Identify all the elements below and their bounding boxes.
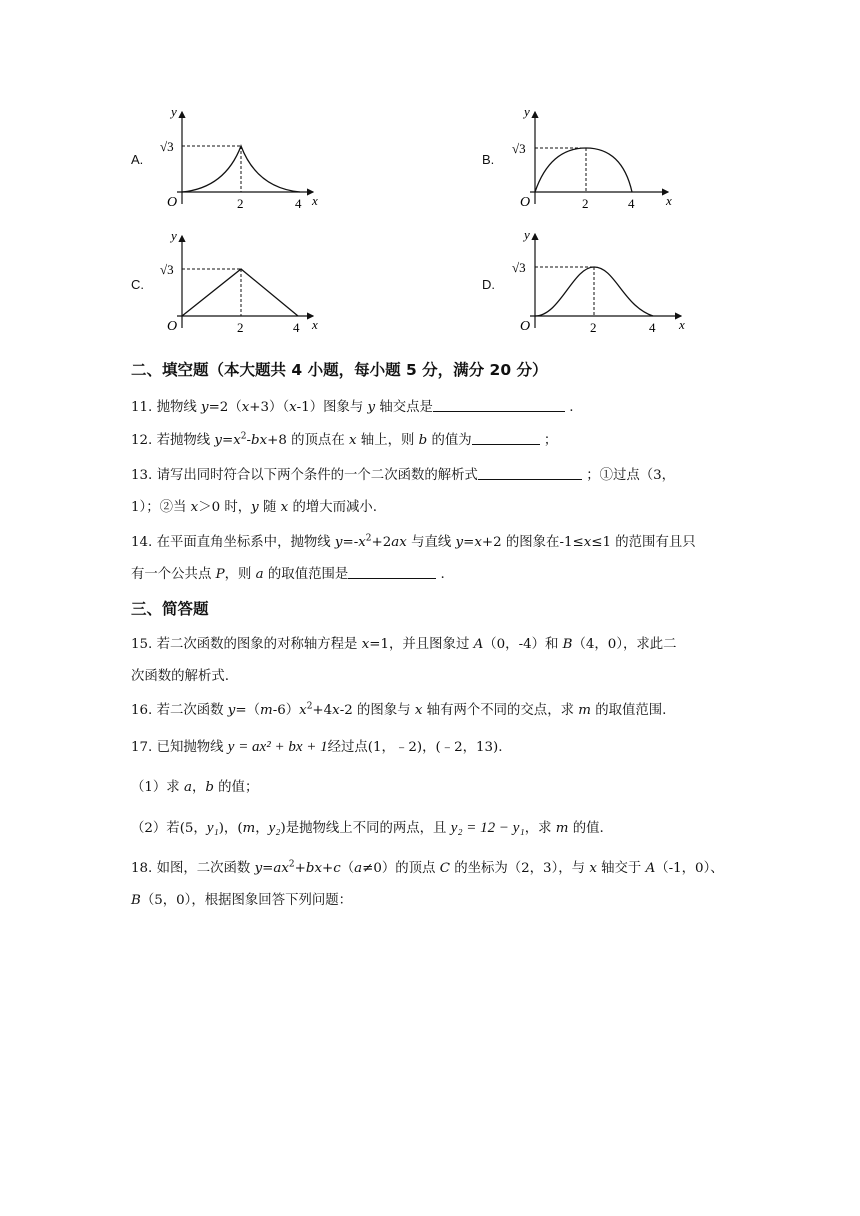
formula: y₂ = 12 − y₁ — [450, 820, 525, 836]
origin-label: O — [520, 319, 531, 334]
y-tick-label: √3 — [160, 139, 174, 154]
question-11: 11. 抛物线 y=2（x+3）（x-1）图象与 y 轴交点是 . — [131, 400, 574, 415]
y-axis-label: y — [524, 104, 530, 119]
question-14: 14. 在平面直角坐标系中，抛物线 $y=-x^2+2ax$ 与直线 y=x+2 的图象在-1≤x≤1 的范围有且只 — [131, 533, 696, 550]
answer-blank[interactable] — [433, 399, 565, 412]
question-14-cont: 有一个公共点 P，则 a 的取值范围是 . — [131, 567, 445, 582]
option-a-label: A. — [131, 152, 144, 167]
x-axis-label: x — [679, 317, 685, 332]
x-tick-label: 4 — [293, 320, 300, 335]
option-b-graph — [505, 104, 685, 214]
origin-label: O — [520, 195, 531, 210]
x-tick-label: 2 — [237, 196, 244, 211]
x-tick-label: 2 — [237, 320, 244, 335]
x-axis-label: x — [666, 193, 672, 208]
x-tick-label: 2 — [582, 196, 589, 211]
x-axis-label: x — [312, 317, 318, 332]
answer-blank[interactable] — [478, 467, 582, 480]
question-17-part-1: （1）求 a，b 的值； — [131, 780, 259, 795]
x-axis-label: x — [312, 193, 318, 208]
question-17: 17. 已知抛物线 y = ax² + bx + 1经过点(1，﹣2)，(﹣2，13). — [131, 739, 503, 755]
answer-blank[interactable] — [348, 566, 436, 579]
question-17-part-2: （2）若(5，y₁)，(m，y₂)是抛物线上不同的两点，且 y₂ = 12 − y₁，求 m 的值. — [131, 820, 604, 836]
option-a-graph — [155, 104, 335, 214]
option-b-label: B. — [482, 152, 495, 167]
x-tick-label: 4 — [649, 320, 656, 335]
question-15: 15. 若二次函数的图象的对称轴方程是 x=1，并且图象过 A（0，-4）和 B（4，0），求此二 — [131, 637, 677, 652]
y-tick-label: √3 — [512, 260, 526, 275]
curve — [182, 269, 298, 316]
origin-label: O — [167, 195, 178, 210]
y-tick-label: √3 — [512, 141, 526, 156]
option-d-graph — [505, 226, 690, 341]
x-tick-label: 4 — [295, 196, 302, 211]
origin-label: O — [167, 319, 178, 334]
option-c-graph — [155, 230, 335, 340]
curve — [535, 148, 632, 192]
section-2-heading: 二、填空题（本大题共 4 小题，每小题 5 分，满分 20 分） — [131, 361, 548, 379]
question-13-cont: 1）；②当 x＞0 时，y 随 x 的增大而减小. — [131, 500, 378, 515]
x-tick-label: 4 — [628, 196, 635, 211]
y-axis-label: y — [524, 227, 530, 242]
option-c-label: C. — [131, 277, 144, 292]
question-16: 16. 若二次函数 $y=(m-6)x^2+4x-2$ 的图象与 x 轴有两个不同的交点，求 m 的取值范围. — [131, 701, 667, 718]
answer-blank[interactable] — [472, 432, 540, 445]
question-18: 18. 如图，二次函数 $y=ax^2+bx+c(a\ne 0)$的顶点 C 的坐标为（2，3），与 x 轴交于 A（-1，0）、 — [131, 859, 724, 876]
section-3-heading: 三、简答题 — [131, 600, 209, 618]
option-d-label: D. — [482, 277, 495, 292]
question-12: 12. 若抛物线 $y=x^2-bx+8$ 的顶点在 x 轴上，则 b 的值为 ； — [131, 431, 558, 448]
y-axis-label: y — [171, 104, 177, 119]
question-15-cont: 次函数的解析式. — [131, 669, 229, 684]
formula: y = ax² + bx + 1 — [227, 739, 328, 755]
y-tick-label: √3 — [160, 262, 174, 277]
y-axis-label: y — [171, 230, 177, 243]
x-tick-label: 2 — [590, 320, 597, 335]
question-13: 13. 请写出同时符合以下两个条件的一个二次函数的解析式 ；①过点（3， — [131, 468, 676, 483]
question-18-cont: B（5，0），根据图象回答下列问题： — [131, 893, 353, 908]
